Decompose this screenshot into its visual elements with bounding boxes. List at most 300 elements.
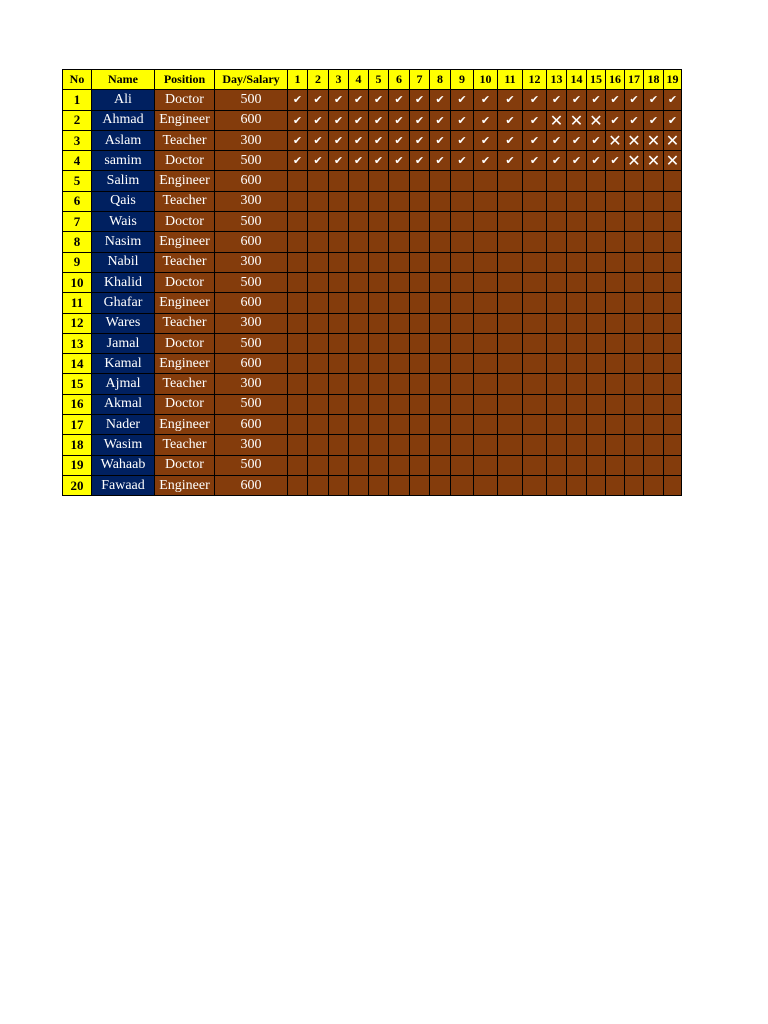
attendance-cell[interactable] — [498, 475, 523, 495]
attendance-cell[interactable] — [369, 374, 389, 394]
attendance-cell[interactable] — [451, 171, 474, 191]
attendance-cell[interactable] — [498, 212, 523, 232]
present-check-icon[interactable]: ✔ — [349, 151, 369, 171]
attendance-cell[interactable] — [308, 394, 329, 414]
attendance-cell[interactable] — [329, 293, 349, 313]
attendance-cell[interactable] — [664, 293, 682, 313]
present-check-icon[interactable]: ✔ — [308, 151, 329, 171]
attendance-cell[interactable] — [547, 374, 567, 394]
present-check-icon[interactable]: ✔ — [349, 110, 369, 130]
attendance-cell[interactable] — [410, 435, 430, 455]
attendance-cell[interactable] — [587, 171, 606, 191]
present-check-icon[interactable]: ✔ — [369, 90, 389, 110]
attendance-cell[interactable] — [606, 374, 625, 394]
attendance-cell[interactable] — [288, 252, 308, 272]
attendance-cell[interactable] — [606, 293, 625, 313]
attendance-cell[interactable] — [587, 232, 606, 252]
attendance-cell[interactable] — [644, 394, 664, 414]
attendance-cell[interactable] — [523, 313, 547, 333]
attendance-cell[interactable] — [567, 232, 587, 252]
row-number[interactable]: 19 — [63, 455, 92, 475]
employee-position[interactable]: Teacher — [155, 191, 215, 211]
attendance-cell[interactable] — [389, 272, 410, 292]
attendance-cell[interactable] — [625, 455, 644, 475]
attendance-cell[interactable] — [430, 232, 451, 252]
present-check-icon[interactable]: ✔ — [606, 90, 625, 110]
employee-salary[interactable]: 600 — [215, 354, 288, 374]
attendance-cell[interactable] — [349, 354, 369, 374]
employee-salary[interactable]: 500 — [215, 333, 288, 353]
attendance-cell[interactable] — [369, 435, 389, 455]
present-check-icon[interactable]: ✔ — [369, 151, 389, 171]
present-check-icon[interactable]: ✔ — [329, 151, 349, 171]
present-check-icon[interactable]: ✔ — [567, 90, 587, 110]
attendance-cell[interactable] — [625, 313, 644, 333]
attendance-cell[interactable] — [430, 354, 451, 374]
present-check-icon[interactable]: ✔ — [389, 90, 410, 110]
attendance-cell[interactable] — [349, 455, 369, 475]
attendance-cell[interactable] — [498, 232, 523, 252]
attendance-cell[interactable] — [567, 272, 587, 292]
employee-position[interactable]: Engineer — [155, 110, 215, 130]
row-number[interactable]: 6 — [63, 191, 92, 211]
attendance-cell[interactable] — [523, 435, 547, 455]
attendance-cell[interactable] — [308, 232, 329, 252]
attendance-cell[interactable] — [523, 415, 547, 435]
present-check-icon[interactable]: ✔ — [474, 130, 498, 150]
employee-salary[interactable]: 300 — [215, 374, 288, 394]
attendance-cell[interactable] — [664, 212, 682, 232]
attendance-cell[interactable] — [349, 313, 369, 333]
employee-salary[interactable]: 500 — [215, 455, 288, 475]
attendance-cell[interactable] — [349, 475, 369, 495]
absent-x-icon[interactable]: ✕ — [664, 130, 682, 150]
attendance-cell[interactable] — [329, 374, 349, 394]
present-check-icon[interactable]: ✔ — [451, 110, 474, 130]
attendance-cell[interactable] — [567, 252, 587, 272]
attendance-cell[interactable] — [567, 313, 587, 333]
attendance-cell[interactable] — [498, 435, 523, 455]
attendance-cell[interactable] — [625, 354, 644, 374]
attendance-cell[interactable] — [430, 272, 451, 292]
absent-x-icon[interactable]: ✕ — [567, 110, 587, 130]
employee-name[interactable]: Ghafar — [92, 293, 155, 313]
employee-name[interactable]: Ali — [92, 90, 155, 110]
attendance-cell[interactable] — [430, 191, 451, 211]
attendance-cell[interactable] — [606, 354, 625, 374]
present-check-icon[interactable]: ✔ — [587, 130, 606, 150]
attendance-cell[interactable] — [625, 232, 644, 252]
employee-name[interactable]: Qais — [92, 191, 155, 211]
employee-name[interactable]: Salim — [92, 171, 155, 191]
attendance-cell[interactable] — [644, 415, 664, 435]
attendance-cell[interactable] — [329, 252, 349, 272]
attendance-cell[interactable] — [410, 415, 430, 435]
attendance-cell[interactable] — [606, 212, 625, 232]
attendance-cell[interactable] — [567, 212, 587, 232]
attendance-cell[interactable] — [369, 212, 389, 232]
attendance-cell[interactable] — [606, 435, 625, 455]
attendance-cell[interactable] — [288, 313, 308, 333]
attendance-cell[interactable] — [389, 313, 410, 333]
employee-position[interactable]: Doctor — [155, 455, 215, 475]
row-number[interactable]: 2 — [63, 110, 92, 130]
present-check-icon[interactable]: ✔ — [288, 110, 308, 130]
employee-position[interactable]: Engineer — [155, 293, 215, 313]
attendance-cell[interactable] — [664, 394, 682, 414]
row-number[interactable]: 1 — [63, 90, 92, 110]
attendance-cell[interactable] — [644, 293, 664, 313]
attendance-cell[interactable] — [369, 232, 389, 252]
attendance-cell[interactable] — [523, 232, 547, 252]
attendance-cell[interactable] — [547, 475, 567, 495]
employee-name[interactable]: Wares — [92, 313, 155, 333]
attendance-cell[interactable] — [644, 212, 664, 232]
attendance-cell[interactable] — [474, 354, 498, 374]
attendance-cell[interactable] — [498, 313, 523, 333]
present-check-icon[interactable]: ✔ — [288, 90, 308, 110]
attendance-cell[interactable] — [410, 232, 430, 252]
attendance-cell[interactable] — [587, 252, 606, 272]
attendance-cell[interactable] — [523, 455, 547, 475]
present-check-icon[interactable]: ✔ — [430, 110, 451, 130]
attendance-cell[interactable] — [329, 272, 349, 292]
attendance-cell[interactable] — [474, 191, 498, 211]
attendance-cell[interactable] — [389, 191, 410, 211]
present-check-icon[interactable]: ✔ — [547, 130, 567, 150]
present-check-icon[interactable]: ✔ — [410, 90, 430, 110]
present-check-icon[interactable]: ✔ — [625, 110, 644, 130]
attendance-cell[interactable] — [369, 415, 389, 435]
present-check-icon[interactable]: ✔ — [349, 130, 369, 150]
employee-salary[interactable]: 300 — [215, 130, 288, 150]
employee-position[interactable]: Teacher — [155, 252, 215, 272]
attendance-cell[interactable] — [567, 293, 587, 313]
attendance-cell[interactable] — [644, 374, 664, 394]
attendance-cell[interactable] — [664, 455, 682, 475]
attendance-cell[interactable] — [288, 435, 308, 455]
present-check-icon[interactable]: ✔ — [587, 90, 606, 110]
attendance-cell[interactable] — [587, 455, 606, 475]
attendance-cell[interactable] — [547, 435, 567, 455]
present-check-icon[interactable]: ✔ — [451, 151, 474, 171]
present-check-icon[interactable]: ✔ — [498, 151, 523, 171]
attendance-cell[interactable] — [410, 333, 430, 353]
attendance-cell[interactable] — [523, 475, 547, 495]
attendance-cell[interactable] — [664, 252, 682, 272]
attendance-cell[interactable] — [474, 475, 498, 495]
attendance-cell[interactable] — [389, 374, 410, 394]
attendance-cell[interactable] — [308, 191, 329, 211]
employee-name[interactable]: Nader — [92, 415, 155, 435]
attendance-cell[interactable] — [547, 232, 567, 252]
row-number[interactable]: 5 — [63, 171, 92, 191]
attendance-cell[interactable] — [498, 394, 523, 414]
attendance-cell[interactable] — [587, 212, 606, 232]
attendance-cell[interactable] — [625, 272, 644, 292]
attendance-cell[interactable] — [308, 293, 329, 313]
attendance-cell[interactable] — [410, 394, 430, 414]
attendance-cell[interactable] — [625, 374, 644, 394]
attendance-cell[interactable] — [547, 333, 567, 353]
attendance-cell[interactable] — [644, 435, 664, 455]
attendance-cell[interactable] — [308, 475, 329, 495]
attendance-cell[interactable] — [288, 394, 308, 414]
attendance-cell[interactable] — [644, 191, 664, 211]
attendance-cell[interactable] — [625, 191, 644, 211]
attendance-cell[interactable] — [349, 333, 369, 353]
attendance-cell[interactable] — [369, 394, 389, 414]
attendance-cell[interactable] — [451, 313, 474, 333]
attendance-cell[interactable] — [288, 191, 308, 211]
employee-position[interactable]: Teacher — [155, 130, 215, 150]
attendance-cell[interactable] — [389, 455, 410, 475]
attendance-cell[interactable] — [498, 415, 523, 435]
employee-name[interactable]: Ajmal — [92, 374, 155, 394]
employee-salary[interactable]: 600 — [215, 232, 288, 252]
employee-position[interactable]: Doctor — [155, 272, 215, 292]
present-check-icon[interactable]: ✔ — [329, 90, 349, 110]
attendance-cell[interactable] — [644, 313, 664, 333]
present-check-icon[interactable]: ✔ — [430, 90, 451, 110]
attendance-cell[interactable] — [430, 455, 451, 475]
present-check-icon[interactable]: ✔ — [644, 90, 664, 110]
row-number[interactable]: 8 — [63, 232, 92, 252]
attendance-cell[interactable] — [389, 415, 410, 435]
attendance-cell[interactable] — [664, 333, 682, 353]
attendance-cell[interactable] — [587, 475, 606, 495]
attendance-cell[interactable] — [498, 171, 523, 191]
attendance-cell[interactable] — [567, 435, 587, 455]
attendance-cell[interactable] — [410, 313, 430, 333]
employee-salary[interactable]: 300 — [215, 191, 288, 211]
attendance-cell[interactable] — [288, 354, 308, 374]
attendance-cell[interactable] — [606, 191, 625, 211]
attendance-cell[interactable] — [329, 435, 349, 455]
attendance-cell[interactable] — [547, 272, 567, 292]
attendance-cell[interactable] — [451, 252, 474, 272]
attendance-cell[interactable] — [430, 293, 451, 313]
attendance-cell[interactable] — [288, 333, 308, 353]
attendance-cell[interactable] — [523, 171, 547, 191]
attendance-cell[interactable] — [498, 293, 523, 313]
attendance-cell[interactable] — [410, 212, 430, 232]
attendance-cell[interactable] — [349, 293, 369, 313]
employee-position[interactable]: Engineer — [155, 475, 215, 495]
attendance-cell[interactable] — [625, 435, 644, 455]
attendance-cell[interactable] — [451, 415, 474, 435]
attendance-cell[interactable] — [329, 415, 349, 435]
attendance-cell[interactable] — [474, 374, 498, 394]
employee-name[interactable]: Ahmad — [92, 110, 155, 130]
attendance-cell[interactable] — [474, 415, 498, 435]
attendance-cell[interactable] — [389, 171, 410, 191]
attendance-cell[interactable] — [567, 354, 587, 374]
attendance-cell[interactable] — [625, 212, 644, 232]
present-check-icon[interactable]: ✔ — [664, 110, 682, 130]
attendance-cell[interactable] — [498, 252, 523, 272]
absent-x-icon[interactable]: ✕ — [644, 151, 664, 171]
row-number[interactable]: 9 — [63, 252, 92, 272]
present-check-icon[interactable]: ✔ — [288, 130, 308, 150]
attendance-cell[interactable] — [567, 374, 587, 394]
employee-salary[interactable]: 500 — [215, 394, 288, 414]
employee-position[interactable]: Doctor — [155, 333, 215, 353]
attendance-cell[interactable] — [606, 475, 625, 495]
attendance-cell[interactable] — [474, 171, 498, 191]
present-check-icon[interactable]: ✔ — [474, 110, 498, 130]
attendance-cell[interactable] — [606, 313, 625, 333]
present-check-icon[interactable]: ✔ — [474, 90, 498, 110]
attendance-cell[interactable] — [664, 313, 682, 333]
present-check-icon[interactable]: ✔ — [451, 130, 474, 150]
attendance-cell[interactable] — [329, 354, 349, 374]
attendance-cell[interactable] — [329, 212, 349, 232]
attendance-cell[interactable] — [369, 455, 389, 475]
employee-name[interactable]: samim — [92, 151, 155, 171]
attendance-cell[interactable] — [606, 455, 625, 475]
attendance-cell[interactable] — [410, 191, 430, 211]
present-check-icon[interactable]: ✔ — [410, 151, 430, 171]
attendance-cell[interactable] — [288, 212, 308, 232]
present-check-icon[interactable]: ✔ — [308, 90, 329, 110]
attendance-cell[interactable] — [349, 415, 369, 435]
attendance-cell[interactable] — [567, 475, 587, 495]
employee-name[interactable]: Fawaad — [92, 475, 155, 495]
attendance-cell[interactable] — [329, 475, 349, 495]
attendance-cell[interactable] — [547, 455, 567, 475]
employee-position[interactable]: Doctor — [155, 394, 215, 414]
attendance-cell[interactable] — [644, 252, 664, 272]
attendance-cell[interactable] — [587, 435, 606, 455]
row-number[interactable]: 14 — [63, 354, 92, 374]
attendance-cell[interactable] — [329, 394, 349, 414]
present-check-icon[interactable]: ✔ — [567, 130, 587, 150]
attendance-cell[interactable] — [606, 394, 625, 414]
employee-name[interactable]: Nasim — [92, 232, 155, 252]
present-check-icon[interactable]: ✔ — [389, 110, 410, 130]
attendance-cell[interactable] — [451, 435, 474, 455]
attendance-cell[interactable] — [644, 455, 664, 475]
present-check-icon[interactable]: ✔ — [349, 90, 369, 110]
employee-salary[interactable]: 500 — [215, 151, 288, 171]
employee-salary[interactable]: 500 — [215, 272, 288, 292]
attendance-cell[interactable] — [664, 354, 682, 374]
attendance-cell[interactable] — [451, 374, 474, 394]
attendance-cell[interactable] — [474, 435, 498, 455]
attendance-cell[interactable] — [498, 191, 523, 211]
attendance-cell[interactable] — [389, 333, 410, 353]
attendance-cell[interactable] — [587, 354, 606, 374]
employee-position[interactable]: Engineer — [155, 354, 215, 374]
attendance-cell[interactable] — [288, 374, 308, 394]
attendance-cell[interactable] — [606, 415, 625, 435]
attendance-cell[interactable] — [644, 475, 664, 495]
attendance-cell[interactable] — [498, 455, 523, 475]
attendance-cell[interactable] — [430, 313, 451, 333]
attendance-cell[interactable] — [664, 374, 682, 394]
attendance-cell[interactable] — [308, 435, 329, 455]
attendance-cell[interactable] — [430, 333, 451, 353]
attendance-cell[interactable] — [308, 415, 329, 435]
attendance-cell[interactable] — [587, 394, 606, 414]
row-number[interactable]: 4 — [63, 151, 92, 171]
attendance-cell[interactable] — [369, 191, 389, 211]
attendance-cell[interactable] — [389, 475, 410, 495]
present-check-icon[interactable]: ✔ — [329, 110, 349, 130]
attendance-cell[interactable] — [664, 435, 682, 455]
attendance-cell[interactable] — [606, 252, 625, 272]
attendance-cell[interactable] — [587, 415, 606, 435]
attendance-cell[interactable] — [474, 232, 498, 252]
attendance-cell[interactable] — [369, 293, 389, 313]
attendance-cell[interactable] — [625, 475, 644, 495]
attendance-cell[interactable] — [606, 333, 625, 353]
attendance-cell[interactable] — [308, 354, 329, 374]
employee-salary[interactable]: 500 — [215, 90, 288, 110]
attendance-cell[interactable] — [498, 272, 523, 292]
attendance-cell[interactable] — [308, 455, 329, 475]
attendance-cell[interactable] — [430, 475, 451, 495]
attendance-cell[interactable] — [349, 191, 369, 211]
attendance-cell[interactable] — [523, 212, 547, 232]
attendance-cell[interactable] — [523, 333, 547, 353]
attendance-cell[interactable] — [288, 272, 308, 292]
attendance-cell[interactable] — [498, 374, 523, 394]
attendance-cell[interactable] — [498, 354, 523, 374]
attendance-cell[interactable] — [644, 354, 664, 374]
absent-x-icon[interactable]: ✕ — [547, 110, 567, 130]
attendance-cell[interactable] — [547, 354, 567, 374]
employee-name[interactable]: Wasim — [92, 435, 155, 455]
attendance-cell[interactable] — [625, 293, 644, 313]
attendance-cell[interactable] — [410, 171, 430, 191]
attendance-cell[interactable] — [349, 374, 369, 394]
attendance-cell[interactable] — [547, 415, 567, 435]
attendance-cell[interactable] — [329, 191, 349, 211]
attendance-cell[interactable] — [523, 252, 547, 272]
attendance-cell[interactable] — [451, 212, 474, 232]
attendance-cell[interactable] — [308, 212, 329, 232]
attendance-cell[interactable] — [474, 394, 498, 414]
attendance-cell[interactable] — [430, 374, 451, 394]
present-check-icon[interactable]: ✔ — [474, 151, 498, 171]
attendance-cell[interactable] — [410, 272, 430, 292]
employee-position[interactable]: Teacher — [155, 435, 215, 455]
attendance-cell[interactable] — [451, 333, 474, 353]
attendance-cell[interactable] — [410, 293, 430, 313]
present-check-icon[interactable]: ✔ — [664, 90, 682, 110]
attendance-cell[interactable] — [389, 435, 410, 455]
present-check-icon[interactable]: ✔ — [567, 151, 587, 171]
attendance-cell[interactable] — [523, 191, 547, 211]
attendance-cell[interactable] — [451, 232, 474, 252]
attendance-cell[interactable] — [474, 333, 498, 353]
attendance-cell[interactable] — [625, 333, 644, 353]
attendance-cell[interactable] — [664, 171, 682, 191]
employee-name[interactable]: Nabil — [92, 252, 155, 272]
absent-x-icon[interactable]: ✕ — [587, 110, 606, 130]
employee-salary[interactable]: 600 — [215, 293, 288, 313]
attendance-cell[interactable] — [410, 374, 430, 394]
absent-x-icon[interactable]: ✕ — [664, 151, 682, 171]
attendance-cell[interactable] — [308, 313, 329, 333]
employee-name[interactable]: Khalid — [92, 272, 155, 292]
attendance-cell[interactable] — [474, 293, 498, 313]
present-check-icon[interactable]: ✔ — [523, 130, 547, 150]
attendance-cell[interactable] — [587, 313, 606, 333]
employee-position[interactable]: Engineer — [155, 232, 215, 252]
